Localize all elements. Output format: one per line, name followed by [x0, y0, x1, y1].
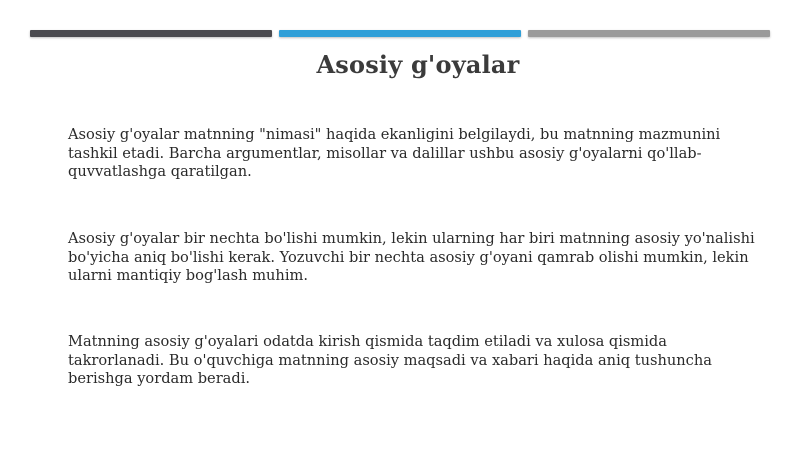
header-bar-blue	[279, 30, 521, 37]
header-bar-dark	[30, 30, 272, 37]
paragraph-2: Asosiy g'oyalar bir nechta bo'lishi mumkin, lekin ularning har biri matnning asosiy yo'nalishi bo'yicha aniq bo'lishi kerak. Yozuvchi bir nechta asosiy g'oyani qamrab olishi mumkin, lekin ularni mantiqiy bog'lash muhim.	[68, 230, 755, 284]
header-bar-gray	[528, 30, 770, 37]
paragraph-1: Asosiy g'oyalar matnning "nimasi" haqida ekanligini belgilaydi, bu matnning mazmunini tashkil etadi. Barcha argumentlar, misollar va dalillar ushbu asosiy g'oyalarni qo'llab-quvvatlashga qaratilgan.	[68, 126, 721, 180]
paragraph-3: Matnning asosiy g'oyalari odatda kirish qismida taqdim etiladi va xulosa qismida takrorlanadi. Bu o'quvchiga matnning asosiy maqsadi va xabari haqida aniq tushuncha berishga yordam beradi.	[68, 333, 712, 387]
slide-title: Asosiy g'oyalar	[316, 50, 520, 79]
